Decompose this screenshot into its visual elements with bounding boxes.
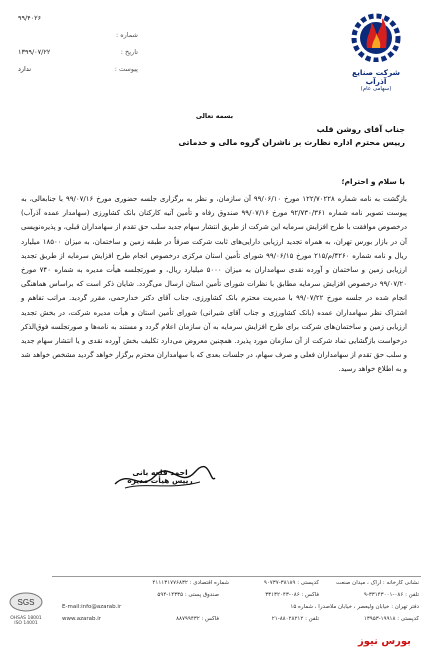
footer-tehran-row: دفتر تهران : خیابان ولیعصر ، خیابان ملاصدرا ، شماره ۱۵ xyxy=(290,604,419,610)
footer-fax-row: فاکس : ۰۸۶-۳۳۱۳۲۰۴۳ xyxy=(265,592,319,598)
footer-tehran-phone-row: تلفن : ۸۸۰۲۸۲۱۲-۲۱ xyxy=(271,616,319,622)
recipient: جناب آقای روشن قلب xyxy=(316,125,405,134)
footer-eco-row: شماره اقتصادی : ۴۱۱۱۳۱۷۷۶۸۳۲ xyxy=(152,580,229,586)
number-row xyxy=(18,27,138,44)
number-label: شماره : xyxy=(116,31,138,39)
certification-logos xyxy=(8,592,44,626)
company-logo xyxy=(341,6,411,92)
signer-title: رییس هیأت مدیره xyxy=(127,476,193,485)
footer-divider xyxy=(52,576,421,577)
signature-block xyxy=(100,468,220,485)
doc-code: ۹۹/۴۰۲۶ xyxy=(18,14,42,22)
company-name: شرکت صنایع آذرآب xyxy=(351,68,401,86)
cert-ohsas: OHSAS 18001 xyxy=(10,616,42,621)
attachment-row xyxy=(18,61,138,78)
svg-text:SGS: SGS xyxy=(17,598,35,607)
attachment-label: پیوست : xyxy=(114,65,138,73)
recipient-title: رییس محترم اداره نظارت بر ناشران گروه مالی و خدماتی xyxy=(178,138,405,147)
letter-meta xyxy=(18,10,138,78)
sgs-cert-icon xyxy=(8,592,44,612)
footer-tehran-post-row: کدپستی : ۱۹۹۱۸-۱۳۹۵۳ xyxy=(363,616,419,622)
footer-factory-row: نشانی کارخانه : اراک ، میدان صنعت xyxy=(336,580,419,586)
cert-iso: ISO 14001 xyxy=(14,621,38,626)
signer-name: احمد قلعه بانی xyxy=(132,468,188,477)
footer-email[interactable]: E-mail:info@azarab.ir xyxy=(62,604,122,610)
bourse-news-watermark: بورس نیوز xyxy=(358,636,411,647)
bismillah: بسمه تعالی xyxy=(195,112,234,120)
footer-post-row: کدپستی : ۳۸۱۸۹-۹۰۷۳۷ xyxy=(263,580,319,586)
footer-pobox-row: صندوق پستی : ۱۴۳۳۵-۵۹۴ xyxy=(157,592,219,598)
letter-body: بازگشت به نامه شماره ۱۲۲/۷۰۲۲۸ مورخ ۹۹/۰۶/۱۰ آن سازمان، و نظر به برگزاری جلسه حضوری مورخ ۹۹/۰۷/۱۶ با جنابعالی، به پیوست تصویر نامه شماره ۹۲/۷۳۰/۳۶۱ مورخ ۹۹/۰۷/۱۶ صندوق رفاه و تأمین آتیه کارکنان بانک کشاورزی (سهامدار عمده آذرآب) درخصوص موافقت با طرح افزایش سرمایه این شرکت از طریق انتشار سهام جدید سلب حق تقدم از سهامداران قبلی، و پذیره‌نویسی آن در بازار بورس تهران، به همراه تجدید ارزیابی دارایی‌های ثابت شرکت صرفاً در طبقه زمین و ساختمان، به میزان ۱۸۵۰۰ میلیارد ریال و نامه شماره ۴۲۶۰/م/۲۱۵ مورخ ۹۹/۰۶/۱۵ شورای تأمین استان مرکزی درخصوص انجام طرح افزایش سرمایه از طریق تجدید ارزیابی زمین و ساختمان و آورده نقدی سهامداران به میزان ۵۰۰۰ میلیارد ریال، و صورتجلسه هیأت مدیره به شماره ۷۴۰ مورخ ۹۹/۰۷/۲۰ درخصوص افزایش سرمایه مطابق با نظرات شورای تأمین استان ارسال می‌گردد. شایان ذکر است که براساس هماهنگی انجام شده در جلسه مورخ ۹۹/۰۷/۲۲ با مدیریت محترم بانک کشاورزی، جناب آقای دکتر خدارحمی، مقرر گردید. مراتب تفاهم و اشتراک نظر سهامداران عمده (بانک کشاورزی و جناب آقای شیرانی) شورای تأمین استان و هیأت مدیره شرکت، در بخش تجدید ارزیابی زمین و ساختمان‌های شرکت برای طرح افزایش سرمایه به آن سازمان اعلام گردد و مستند به نامه‌ها و صورتجلسه فوق‌الذکر درخواست بازگشایی نماد شرکت از آن سازمان مورد پذیرد. همچنین معروض می‌دارد تکلیف بخش آورده نقدی و یا انتشار سهام جدید و سلب حق تقدم از سهامداران فعلی و صرف سهام، در جلسات بعدی که با سهامداران محترم برگزار خواهد گردید مشخص خواهد شد و به اطلاع خواهد رسید. xyxy=(21,195,408,374)
date-row xyxy=(18,44,138,61)
footer-phone-row: تلفن : ۰۸۶-۳۳۱۴۳۰۰۱-۹ xyxy=(363,592,419,598)
footer-website[interactable]: www.azarab.ir xyxy=(62,616,102,622)
letterhead-footer xyxy=(0,576,429,666)
date-value: ۱۳۹۹/۰۷/۲۲ xyxy=(18,48,51,56)
greeting: با سلام و احترام؛ xyxy=(341,177,405,186)
footer-tehran-fax-row: فاکس : ۸۸۷۹۹۴۳۲ xyxy=(176,616,219,622)
flame-gear-icon xyxy=(345,6,407,62)
date-label: تاریخ : xyxy=(120,48,138,56)
attachment-value: ندارد xyxy=(18,65,32,73)
company-type: (سهامی عام) xyxy=(360,86,392,92)
